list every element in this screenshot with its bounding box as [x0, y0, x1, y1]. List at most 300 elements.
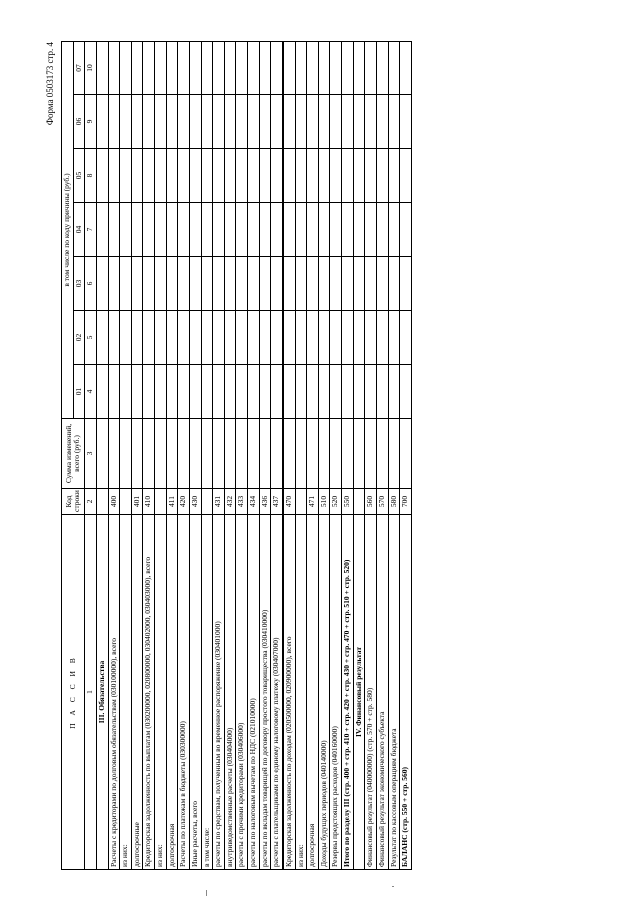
- value-cell: [259, 95, 271, 149]
- value-cell: [342, 203, 354, 257]
- value-cell: [96, 203, 108, 257]
- value-cell: [96, 41, 108, 94]
- value-cell: [295, 203, 307, 257]
- row-code: 470: [283, 489, 295, 515]
- table-row: [178, 41, 190, 869]
- value-cell: [283, 257, 295, 311]
- value-cell: [178, 203, 190, 257]
- table-row: [283, 41, 295, 869]
- value-cell: [283, 365, 295, 419]
- row-label: из них:: [120, 515, 132, 870]
- table-row: [271, 41, 283, 869]
- value-cell: [248, 203, 260, 257]
- row-label: внутриведомственные расчеты (030404000): [224, 515, 236, 870]
- value-cell: [376, 257, 388, 311]
- value-cell: [283, 149, 295, 203]
- value-cell: [96, 419, 108, 489]
- value-cell: [330, 419, 342, 489]
- value-cell: [376, 419, 388, 489]
- row-code: [120, 489, 132, 515]
- value-cell: [213, 41, 225, 94]
- table-row: [330, 41, 342, 869]
- table-row: [236, 41, 248, 869]
- value-cell: [295, 419, 307, 489]
- column-number-cell: 8: [85, 149, 97, 203]
- value-cell: [318, 311, 330, 365]
- value-cell: [131, 365, 143, 419]
- row-label: Расчеты с кредиторами по долговым обязательствам (030100000), всего: [108, 515, 120, 870]
- value-cell: [96, 365, 108, 419]
- value-cell: [376, 95, 388, 149]
- value-cell: [189, 95, 201, 149]
- column-number-cell: 10: [85, 41, 97, 94]
- row-code: 700: [400, 489, 412, 515]
- row-code: 410: [143, 489, 155, 515]
- value-cell: [120, 203, 132, 257]
- reason-code-cell: 02: [73, 311, 85, 365]
- value-cell: [224, 365, 236, 419]
- row-code: [353, 489, 365, 515]
- row-label: расчеты по средствам, полученным во временное распоряжение (030401000): [213, 515, 225, 870]
- value-cell: [365, 365, 377, 419]
- row-code: 580: [388, 489, 400, 515]
- value-cell: [108, 257, 120, 311]
- row-label: расчеты с плательщиками по единому налоговому платежу (030407000): [271, 515, 283, 870]
- value-cell: [131, 41, 143, 94]
- value-cell: [259, 257, 271, 311]
- value-cell: [213, 203, 225, 257]
- row-label: долгосрочная: [166, 515, 178, 870]
- value-cell: [224, 95, 236, 149]
- value-cell: [259, 365, 271, 419]
- table-row: [248, 41, 260, 869]
- table-row: [295, 41, 307, 869]
- value-cell: [259, 311, 271, 365]
- value-cell: [201, 203, 213, 257]
- value-cell: [307, 311, 319, 365]
- value-cell: [388, 311, 400, 365]
- header-row-1: [62, 41, 74, 869]
- row-label: III. Обязательства: [96, 515, 108, 870]
- value-cell: [295, 257, 307, 311]
- value-cell: [271, 419, 283, 489]
- value-cell: [271, 41, 283, 94]
- value-cell: [213, 257, 225, 311]
- value-cell: [189, 41, 201, 94]
- value-cell: [224, 419, 236, 489]
- value-cell: [108, 149, 120, 203]
- value-cell: [248, 311, 260, 365]
- table-row: [400, 41, 412, 869]
- row-code: 433: [236, 489, 248, 515]
- value-cell: [248, 365, 260, 419]
- value-cell: [224, 311, 236, 365]
- value-cell: [155, 95, 167, 149]
- row-label: IV. Финансовый результат: [353, 515, 365, 870]
- row-label: Доходы будущих периодов (040140000): [318, 515, 330, 870]
- value-cell: [307, 365, 319, 419]
- value-cell: [236, 95, 248, 149]
- row-code: [295, 489, 307, 515]
- value-cell: [376, 203, 388, 257]
- value-cell: [376, 149, 388, 203]
- value-cell: [201, 257, 213, 311]
- value-cell: [120, 365, 132, 419]
- value-cell: [178, 365, 190, 419]
- column-number-cell: 2: [85, 489, 97, 515]
- value-cell: [155, 41, 167, 94]
- value-cell: [259, 149, 271, 203]
- value-cell: [353, 311, 365, 365]
- value-cell: [178, 419, 190, 489]
- row-label: Кредиторская задолженность по доходам (020500000, 020900000), всего: [283, 515, 295, 870]
- value-cell: [307, 149, 319, 203]
- table-row: [318, 41, 330, 869]
- value-cell: [388, 149, 400, 203]
- row-label: Расчеты по платежам в бюджеты (030300000): [178, 515, 190, 870]
- row-label: Финансовый результат экономического субъекта: [376, 515, 388, 870]
- row-code: [96, 489, 108, 515]
- value-cell: [201, 365, 213, 419]
- value-cell: [143, 365, 155, 419]
- value-cell: [108, 95, 120, 149]
- table-row: [166, 41, 178, 869]
- value-cell: [342, 95, 354, 149]
- reason-code-cell: 03: [73, 257, 85, 311]
- value-cell: [213, 149, 225, 203]
- value-cell: [283, 95, 295, 149]
- reason-code-cell: 06: [73, 95, 85, 149]
- value-cell: [307, 95, 319, 149]
- table-row: [365, 41, 377, 869]
- value-cell: [400, 149, 412, 203]
- value-cell: [166, 41, 178, 94]
- value-cell: [178, 95, 190, 149]
- value-cell: [353, 41, 365, 94]
- value-cell: [400, 203, 412, 257]
- value-cell: [307, 419, 319, 489]
- row-code: 434: [248, 489, 260, 515]
- passiv-table: [61, 41, 412, 870]
- value-cell: [400, 95, 412, 149]
- value-cell: [307, 41, 319, 94]
- value-cell: [400, 257, 412, 311]
- table-row: [189, 41, 201, 869]
- value-cell: [189, 149, 201, 203]
- row-code: 550: [342, 489, 354, 515]
- value-cell: [131, 419, 143, 489]
- value-cell: [108, 419, 120, 489]
- row-code: 471: [307, 489, 319, 515]
- row-code: 570: [376, 489, 388, 515]
- value-cell: [96, 311, 108, 365]
- value-cell: [108, 311, 120, 365]
- value-cell: [388, 419, 400, 489]
- value-cell: [295, 311, 307, 365]
- header-code: Код строки: [62, 489, 85, 515]
- value-cell: [155, 203, 167, 257]
- row-code: 431: [213, 489, 225, 515]
- value-cell: [330, 41, 342, 94]
- value-cell: [271, 311, 283, 365]
- row-label: долгосрочная: [307, 515, 319, 870]
- value-cell: [365, 311, 377, 365]
- value-cell: [131, 311, 143, 365]
- value-cell: [213, 95, 225, 149]
- value-cell: [166, 203, 178, 257]
- scan-speck: [206, 890, 207, 896]
- value-cell: [143, 311, 155, 365]
- value-cell: [248, 149, 260, 203]
- value-cell: [120, 149, 132, 203]
- row-code: 400: [108, 489, 120, 515]
- value-cell: [295, 149, 307, 203]
- value-cell: [236, 203, 248, 257]
- value-cell: [307, 257, 319, 311]
- row-label: БАЛАНС (стр. 550 + стр. 560): [400, 515, 412, 870]
- value-cell: [365, 257, 377, 311]
- value-cell: [201, 311, 213, 365]
- value-cell: [353, 95, 365, 149]
- value-cell: [224, 41, 236, 94]
- value-cell: [178, 149, 190, 203]
- table-row: [388, 41, 400, 869]
- table-row: [131, 41, 143, 869]
- value-cell: [155, 419, 167, 489]
- value-cell: [143, 41, 155, 94]
- value-cell: [388, 41, 400, 94]
- value-cell: [271, 149, 283, 203]
- row-label: Иные расчеты, всего: [189, 515, 201, 870]
- value-cell: [178, 41, 190, 94]
- value-cell: [108, 365, 120, 419]
- row-label: расчеты по налоговым вычетам по НДС (021010000): [248, 515, 260, 870]
- row-label: расчеты по вкладам товарищей по договору простого товарищества (030410000): [259, 515, 271, 870]
- reason-code-cell: 01: [73, 365, 85, 419]
- table-row: [201, 41, 213, 869]
- header-reason-group: в том числе по коду причины (руб.): [62, 41, 74, 418]
- value-cell: [318, 419, 330, 489]
- value-cell: [376, 365, 388, 419]
- value-cell: [166, 311, 178, 365]
- value-cell: [201, 41, 213, 94]
- reason-code-cell: 05: [73, 149, 85, 203]
- value-cell: [365, 95, 377, 149]
- value-cell: [189, 311, 201, 365]
- value-cell: [201, 95, 213, 149]
- section-heading-row: [96, 41, 108, 869]
- value-cell: [271, 365, 283, 419]
- table-row: [155, 41, 167, 869]
- value-cell: [342, 41, 354, 94]
- value-cell: [353, 257, 365, 311]
- value-cell: [236, 419, 248, 489]
- value-cell: [236, 365, 248, 419]
- value-cell: [271, 203, 283, 257]
- column-number-cell: 1: [85, 515, 97, 870]
- value-cell: [166, 95, 178, 149]
- value-cell: [143, 203, 155, 257]
- row-label: расчеты с прочими кредиторами (030406000): [236, 515, 248, 870]
- table-row: [224, 41, 236, 869]
- table-row: [108, 41, 120, 869]
- row-label: Кредиторская задолженность по выплатам (030200000, 020800000, 030402000, 030403000), всего: [143, 515, 155, 870]
- value-cell: [259, 419, 271, 489]
- value-cell: [388, 257, 400, 311]
- column-number-cell: 7: [85, 203, 97, 257]
- value-cell: [166, 419, 178, 489]
- row-label: из них:: [295, 515, 307, 870]
- table-row: [342, 41, 354, 869]
- value-cell: [376, 311, 388, 365]
- table-body: [96, 41, 411, 869]
- table-row: [120, 41, 132, 869]
- value-cell: [388, 365, 400, 419]
- row-code: 436: [259, 489, 271, 515]
- row-code: 560: [365, 489, 377, 515]
- value-cell: [259, 41, 271, 94]
- row-code: 437: [271, 489, 283, 515]
- value-cell: [131, 149, 143, 203]
- header-sum: Сумма изменений, всего (руб.): [62, 419, 85, 489]
- value-cell: [155, 257, 167, 311]
- value-cell: [120, 257, 132, 311]
- value-cell: [330, 203, 342, 257]
- value-cell: [400, 419, 412, 489]
- value-cell: [318, 41, 330, 94]
- section-heading-row: [353, 41, 365, 869]
- value-cell: [330, 149, 342, 203]
- value-cell: [400, 41, 412, 94]
- row-code: [155, 489, 167, 515]
- value-cell: [189, 365, 201, 419]
- value-cell: [236, 41, 248, 94]
- value-cell: [166, 365, 178, 419]
- value-cell: [342, 149, 354, 203]
- column-number-cell: 4: [85, 365, 97, 419]
- row-label: Результат по кассовым операциям бюджета: [388, 515, 400, 870]
- value-cell: [178, 311, 190, 365]
- value-cell: [213, 311, 225, 365]
- row-code: 430: [189, 489, 201, 515]
- value-cell: [318, 95, 330, 149]
- value-cell: [283, 419, 295, 489]
- scan-speck: [392, 886, 394, 887]
- value-cell: [96, 95, 108, 149]
- table-row: [213, 41, 225, 869]
- reason-code-cell: 04: [73, 203, 85, 257]
- value-cell: [108, 203, 120, 257]
- value-cell: [330, 257, 342, 311]
- column-number-cell: 3: [85, 419, 97, 489]
- row-code: 432: [224, 489, 236, 515]
- row-label: в том числе:: [201, 515, 213, 870]
- value-cell: [236, 311, 248, 365]
- row-code: [201, 489, 213, 515]
- row-label: Итого по разделу III (стр. 400 + стр. 410 + стр. 420 + стр. 430 + стр. 470 + стр. 510 + стр. 520): [342, 515, 354, 870]
- value-cell: [307, 203, 319, 257]
- value-cell: [96, 149, 108, 203]
- row-label: Финансовый результат (040000000) (стр. 570 + стр. 580): [365, 515, 377, 870]
- value-cell: [353, 149, 365, 203]
- value-cell: [318, 203, 330, 257]
- row-code: 411: [166, 489, 178, 515]
- value-cell: [189, 203, 201, 257]
- column-number-cell: 6: [85, 257, 97, 311]
- value-cell: [143, 95, 155, 149]
- value-cell: [120, 311, 132, 365]
- value-cell: [330, 95, 342, 149]
- value-cell: [318, 365, 330, 419]
- row-code: 510: [318, 489, 330, 515]
- row-code: 520: [330, 489, 342, 515]
- value-cell: [131, 95, 143, 149]
- value-cell: [189, 257, 201, 311]
- value-cell: [342, 311, 354, 365]
- column-number-cell: 5: [85, 311, 97, 365]
- value-cell: [365, 149, 377, 203]
- row-label: Резервы предстоящих расходов (040160000): [330, 515, 342, 870]
- value-cell: [353, 365, 365, 419]
- row-label: долгосрочные: [131, 515, 143, 870]
- value-cell: [131, 203, 143, 257]
- value-cell: [295, 365, 307, 419]
- value-cell: [353, 203, 365, 257]
- column-number-cell: 9: [85, 95, 97, 149]
- value-cell: [166, 149, 178, 203]
- value-cell: [189, 419, 201, 489]
- value-cell: [295, 95, 307, 149]
- value-cell: [248, 257, 260, 311]
- value-cell: [224, 257, 236, 311]
- table-row: [307, 41, 319, 869]
- table-row: [143, 41, 155, 869]
- reason-code-cell: 07: [73, 41, 85, 94]
- value-cell: [400, 311, 412, 365]
- value-cell: [96, 257, 108, 311]
- value-cell: [131, 257, 143, 311]
- value-cell: [318, 149, 330, 203]
- value-cell: [120, 95, 132, 149]
- value-cell: [248, 419, 260, 489]
- value-cell: [342, 365, 354, 419]
- value-cell: [213, 419, 225, 489]
- value-cell: [143, 149, 155, 203]
- form-number-label: Форма 0503173 стр. 4: [45, 42, 55, 126]
- value-cell: [201, 149, 213, 203]
- value-cell: [342, 419, 354, 489]
- value-cell: [365, 41, 377, 94]
- header-passiv: П А С С И В: [62, 515, 85, 870]
- value-cell: [376, 41, 388, 94]
- value-cell: [365, 419, 377, 489]
- value-cell: [271, 95, 283, 149]
- value-cell: [224, 203, 236, 257]
- value-cell: [224, 149, 236, 203]
- row-label: из них:: [155, 515, 167, 870]
- value-cell: [353, 419, 365, 489]
- row-code: 401: [131, 489, 143, 515]
- value-cell: [213, 365, 225, 419]
- value-cell: [120, 41, 132, 94]
- value-cell: [330, 365, 342, 419]
- value-cell: [166, 257, 178, 311]
- value-cell: [400, 365, 412, 419]
- table-row: [259, 41, 271, 869]
- value-cell: [236, 257, 248, 311]
- value-cell: [388, 203, 400, 257]
- value-cell: [271, 257, 283, 311]
